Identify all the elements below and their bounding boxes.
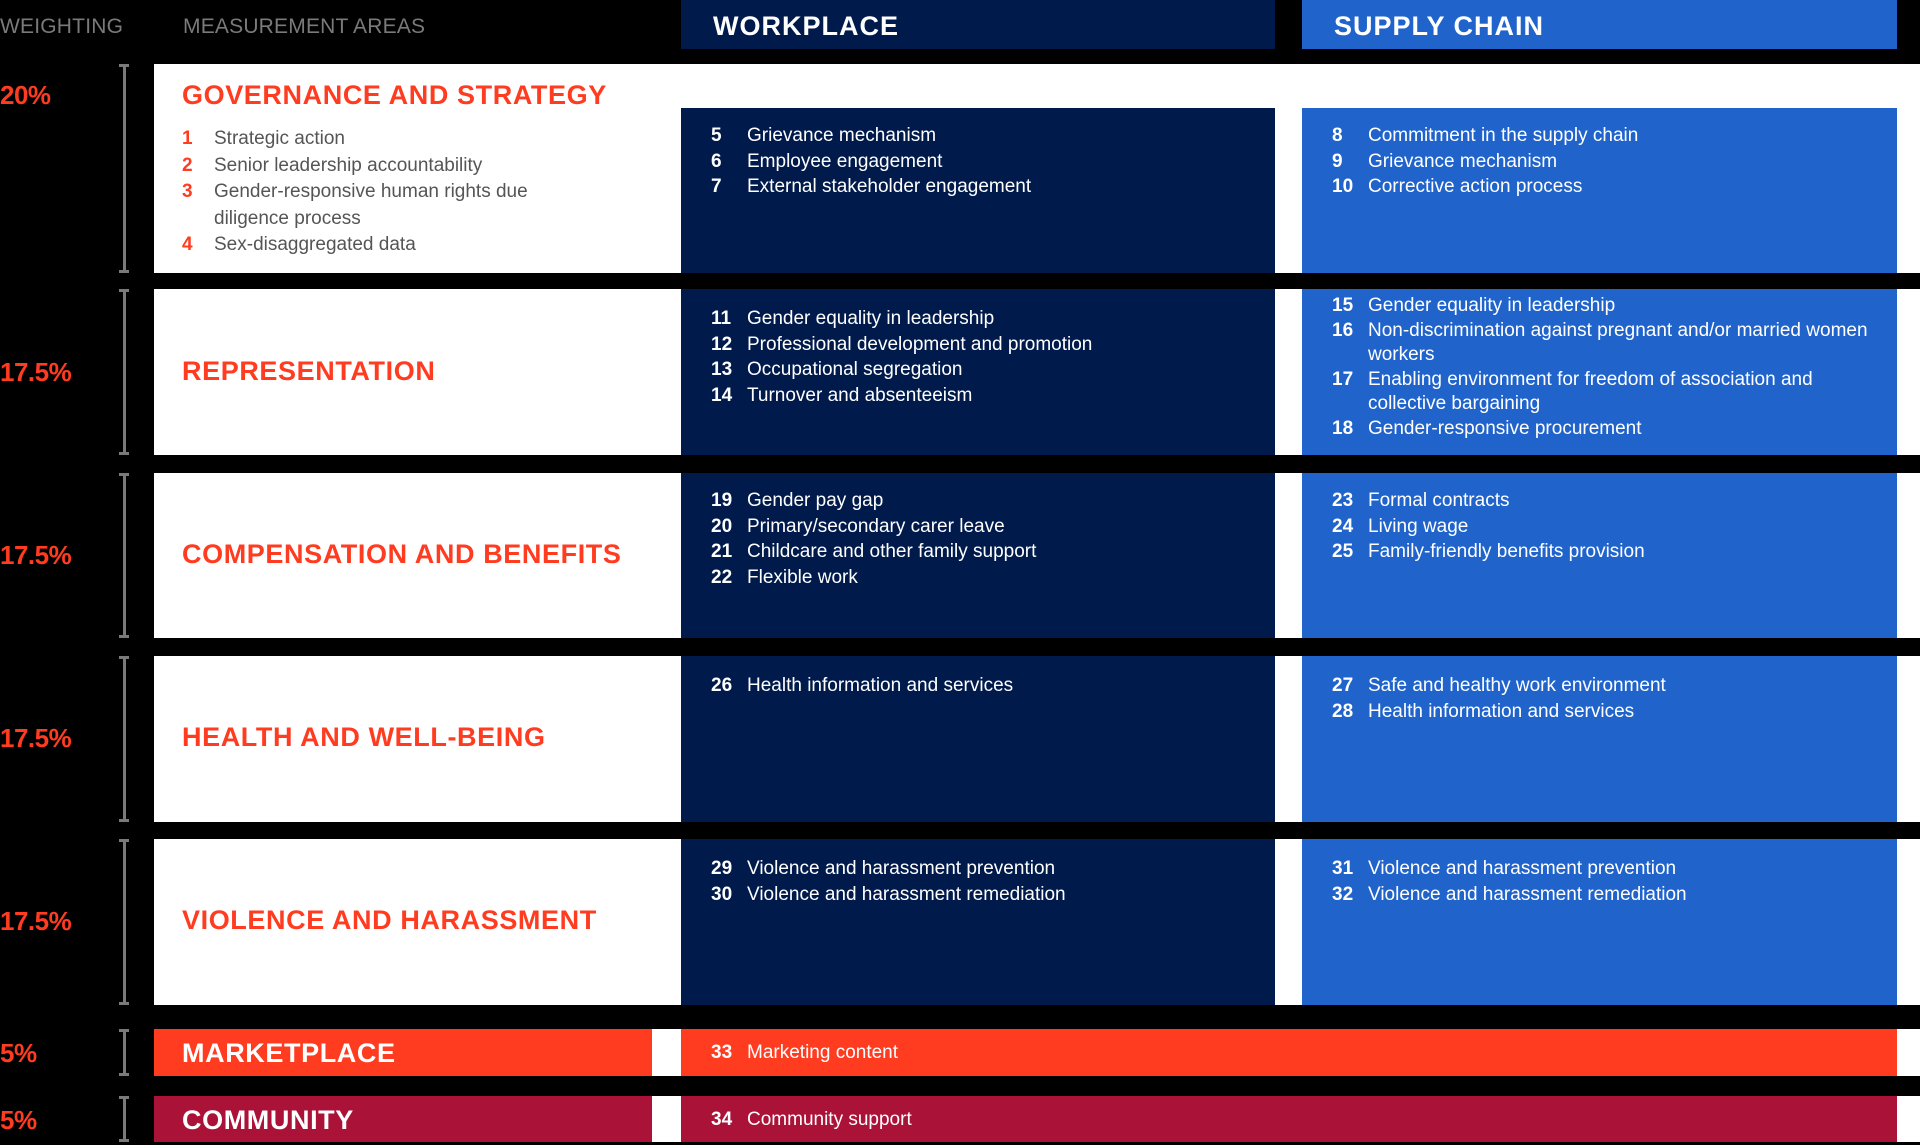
indicator-number: 33 <box>711 1042 733 1063</box>
workplace-box-compensation <box>681 473 1275 638</box>
list-item: 31 Violence and harassment prevention <box>1332 858 1677 879</box>
list-item: 25 Family-friendly benefits provision <box>1332 541 1645 562</box>
workplace-box-representation <box>681 289 1275 455</box>
list-item: 12 Professional development and promotion <box>711 333 1093 355</box>
list-item: 1 Strategic action <box>182 128 345 149</box>
supply-chain-box-governance <box>1302 108 1897 273</box>
list-item: 21 Childcare and other family support <box>711 541 1037 562</box>
weight-bracket <box>119 473 129 638</box>
area-title-violence: VIOLENCE AND HARASSMENT <box>182 905 597 935</box>
supply-chain-box-violence <box>1302 839 1897 1005</box>
list-item: 5 Grievance mechanism <box>711 125 937 146</box>
workplace-box-governance <box>681 108 1275 273</box>
supply-chain-column-header: SUPPLY CHAIN <box>1302 0 1897 49</box>
list-item: 29 Violence and harassment prevention <box>711 858 1056 879</box>
workplace-column-header: WORKPLACE <box>681 0 1275 49</box>
list-item: 9 Grievance mechanism <box>1332 150 1558 172</box>
list-item: 23 Formal contracts <box>1332 490 1510 511</box>
weight-bracket <box>119 289 129 455</box>
list-item: 16 Non-discrimination against pregnant and/or married women workers <box>1332 319 1868 365</box>
list-item: 22 Flexible work <box>711 566 858 588</box>
list-item: 13 Occupational segregation <box>711 359 963 380</box>
list-item: 26 Health information and services <box>711 675 1014 696</box>
weight-bracket <box>119 1029 129 1076</box>
weight-community: 5% <box>0 1105 37 1135</box>
supply-chain-box-health <box>1302 656 1897 822</box>
area-title-community: COMMUNITY <box>154 1096 652 1142</box>
weight-bracket <box>119 64 129 273</box>
weight-bracket <box>119 656 129 822</box>
list-item: 6 Employee engagement <box>711 150 943 172</box>
area-title-compensation: COMPENSATION AND BENEFITS <box>182 539 622 569</box>
weight-bracket <box>119 1096 129 1142</box>
list-item: 24 Living wage <box>1332 515 1469 537</box>
area-title-governance: GOVERNANCE AND STRATEGY <box>182 80 607 110</box>
supply-chain-box-representation <box>1302 289 1897 455</box>
weight-compensation: 17.5% <box>0 540 72 570</box>
list-item: 3 Gender-responsive human rights due diligence process <box>182 181 528 229</box>
community-indicator-band <box>681 1096 1897 1142</box>
weight-marketplace: 5% <box>0 1038 37 1068</box>
list-item: 19 Gender pay gap <box>711 490 884 511</box>
list-item: 4 Sex-disaggregated data <box>182 234 416 255</box>
area-title-representation: REPRESENTATION <box>182 356 436 386</box>
measurement-areas-column-header: MEASUREMENT AREAS <box>183 15 426 38</box>
list-item: 2 Senior leadership accountability <box>182 154 483 176</box>
marketplace-indicator-band <box>681 1029 1897 1076</box>
weight-governance: 20% <box>0 80 51 110</box>
list-item: 18 Gender-responsive procurement <box>1332 417 1642 439</box>
indicator-label: Community support <box>747 1109 912 1130</box>
weight-violence: 17.5% <box>0 906 72 936</box>
indicator-number: 34 <box>711 1109 733 1130</box>
list-item: 30 Violence and harassment remediation <box>711 883 1066 905</box>
weight-health: 17.5% <box>0 723 72 753</box>
list-item: 10 Corrective action process <box>1332 176 1583 197</box>
workplace-box-health <box>681 656 1275 822</box>
list-item: 7 External stakeholder engagement <box>711 176 1032 197</box>
indicator-label: Marketing content <box>747 1042 899 1063</box>
weighting-column-header: WEIGHTING <box>0 15 124 38</box>
list-item: 17 Enabling environment for freedom of association and collective bargaining <box>1332 368 1813 414</box>
workplace-box-violence <box>681 839 1275 1005</box>
list-item: 32 Violence and harassment remediation <box>1332 883 1687 905</box>
list-item: 27 Safe and healthy work environment <box>1332 675 1666 696</box>
list-item: 11 Gender equality in leadership <box>711 308 995 329</box>
supply-chain-box-compensation <box>1302 473 1897 638</box>
area-title-health: HEALTH AND WELL-BEING <box>182 722 546 752</box>
governance-items-list <box>182 126 602 259</box>
list-item: 28 Health information and services <box>1332 700 1635 722</box>
list-item: 15 Gender equality in leadership <box>1332 295 1616 316</box>
weight-representation: 17.5% <box>0 357 72 387</box>
list-item: 14 Turnover and absenteeism <box>711 384 973 406</box>
list-item: 8 Commitment in the supply chain <box>1332 125 1639 146</box>
weight-bracket <box>119 839 129 1005</box>
area-title-marketplace: MARKETPLACE <box>154 1029 652 1076</box>
list-item: 20 Primary/secondary carer leave <box>711 515 1005 537</box>
